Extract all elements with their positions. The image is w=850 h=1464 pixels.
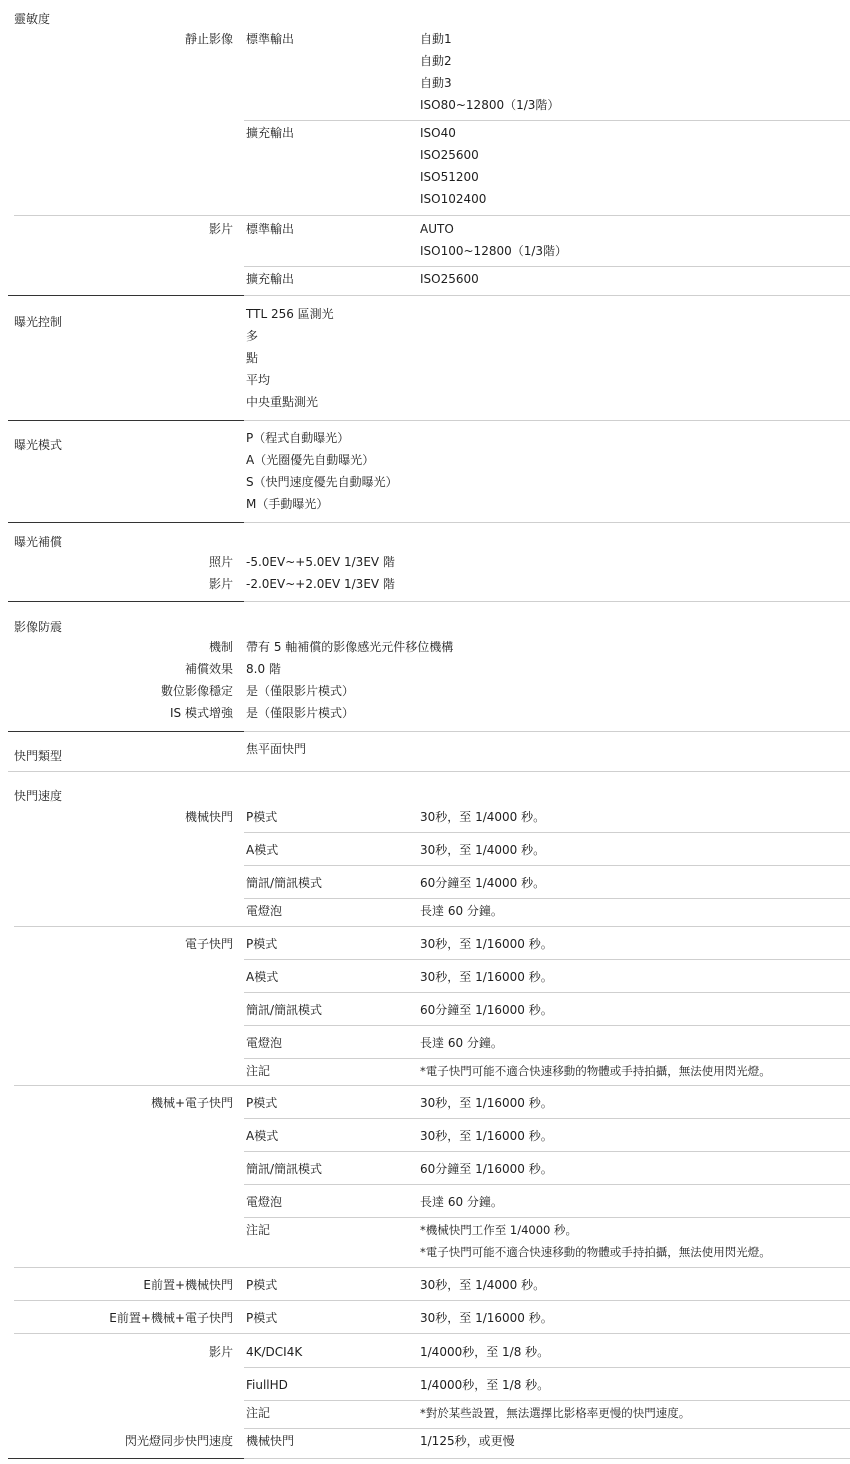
mode-value: 30秒，至 1/4000 秒。: [420, 810, 546, 824]
mode-value: 30秒，至 1/16000 秒。: [420, 970, 553, 984]
mode-label: P模式: [246, 810, 278, 824]
label-elec-shutter: 電子快門: [184, 937, 233, 951]
mode-label: A模式: [246, 970, 279, 984]
divider: [244, 865, 850, 866]
divider: [8, 771, 850, 772]
value-is-boost: 是（僅限影片模式）: [246, 706, 355, 720]
mode-value: 1/4000秒，至 1/8 秒。: [420, 1378, 550, 1392]
section-title-exposure-comp: 曝光補償: [14, 535, 63, 549]
mode-label: 簡訊/簡訊模式: [246, 1162, 323, 1176]
divider: [244, 1367, 850, 1368]
exposure-mode-m: M（手動曝光）: [246, 497, 329, 511]
divider: [244, 1118, 850, 1119]
divider: [14, 926, 850, 927]
label-photo: 照片: [208, 555, 233, 569]
value-std-3: 自動3: [420, 76, 452, 90]
label-movie-extended-output: 擴充輸出: [246, 272, 295, 286]
mode-value: 30秒，至 1/16000 秒。: [420, 1311, 553, 1325]
value-std-4: ISO80~12800（1/3階）: [420, 98, 560, 112]
divider: [14, 215, 850, 216]
mode-label: P模式: [246, 937, 278, 951]
divider: [244, 731, 850, 732]
divider: [244, 1025, 850, 1026]
mode-value: 30秒，至 1/16000 秒。: [420, 937, 553, 951]
value-stab-effect: 8.0 階: [246, 662, 281, 676]
exposure-mode-s: S（快門速度優先自動曝光）: [246, 475, 398, 489]
mode-label: FiullHD: [246, 1378, 288, 1392]
divider: [14, 1300, 850, 1301]
divider: [244, 992, 850, 993]
exposure-comp-movie-value: -2.0EV~+2.0EV 1/3EV 階: [246, 577, 395, 591]
divider: [244, 120, 850, 121]
divider: [14, 1085, 850, 1086]
note-label: 注記: [246, 1406, 271, 1420]
section-divider: [8, 731, 244, 732]
label-digital-is: 數位影像穩定: [160, 684, 233, 698]
divider: [244, 1217, 850, 1218]
mode-value: 1/125秒，或更慢: [420, 1434, 515, 1448]
divider: [244, 1151, 850, 1152]
metering-value-4: 平均: [246, 373, 271, 387]
shutter-type-value: 焦平面快門: [246, 742, 307, 756]
mode-label: A模式: [246, 1129, 279, 1143]
mode-value: 1/4000秒，至 1/8 秒。: [420, 1345, 550, 1359]
mode-value: 30秒，至 1/16000 秒。: [420, 1129, 553, 1143]
value-movie-ext: ISO25600: [420, 272, 479, 286]
label-movie-shutter: 影片: [208, 1345, 233, 1359]
note-label: 注記: [246, 1223, 271, 1237]
mode-value: 長達 60 分鐘。: [420, 1195, 503, 1209]
note-value: *電子快門可能不適合快速移動的物體或手持拍攝，無法使用閃光燈。: [420, 1064, 771, 1078]
label-is-boost: IS 模式增強: [170, 706, 233, 720]
divider: [244, 420, 850, 421]
note-value: *機械快門工作至 1/4000 秒。: [420, 1223, 578, 1237]
mode-value: 30秒，至 1/16000 秒。: [420, 1096, 553, 1110]
value-ext-2: ISO25600: [420, 148, 479, 162]
note-value: *電子快門可能不適合快速移動的物體或手持拍攝，無法使用閃光燈。: [420, 1245, 771, 1259]
section-title-metering: 曝光控制: [14, 315, 63, 329]
mode-label: 機械快門: [246, 1434, 295, 1448]
divider: [14, 1267, 850, 1268]
mode-value: 30秒，至 1/4000 秒。: [420, 1278, 546, 1292]
mode-label: 簡訊/簡訊模式: [246, 1003, 323, 1017]
label-movie-standard-output: 標準輸出: [246, 222, 295, 236]
divider: [244, 1400, 850, 1401]
divider: [244, 266, 850, 267]
value-movie-std-1: AUTO: [420, 222, 454, 236]
mode-value: 30秒，至 1/4000 秒。: [420, 843, 546, 857]
label-mech-elec-shutter: 機械+電子快門: [150, 1096, 233, 1110]
value-ext-1: ISO40: [420, 126, 456, 140]
mode-label: 電燈泡: [246, 904, 283, 918]
divider: [244, 959, 850, 960]
section-title-stabilization: 影像防震: [14, 620, 63, 634]
label-standard-output: 標準輸出: [246, 32, 295, 46]
mode-value: 60分鐘至 1/16000 秒。: [420, 1003, 553, 1017]
label-movie: 影片: [208, 222, 233, 236]
mode-value: 長達 60 分鐘。: [420, 904, 503, 918]
label-mech-shutter: 機械快門: [184, 810, 233, 824]
note-value: *對於某些設置，無法選擇比影格率更慢的快門速度。: [420, 1406, 691, 1420]
divider: [244, 601, 850, 602]
divider: [244, 295, 850, 296]
mode-label: 電燈泡: [246, 1195, 283, 1209]
label-efc-mech: E前置+機械快門: [143, 1278, 233, 1292]
label-still-image: 靜止影像: [184, 32, 233, 46]
mode-label: 電燈泡: [246, 1036, 283, 1050]
label-stab-mechanism: 機制: [208, 640, 233, 654]
mode-value: 60分鐘至 1/16000 秒。: [420, 1162, 553, 1176]
section-title-shutter-speed: 快門速度: [14, 789, 63, 803]
exposure-mode-a: A（光圈優先自動曝光）: [246, 453, 375, 467]
section-divider: [8, 1458, 244, 1459]
divider: [244, 1058, 850, 1059]
mode-label: A模式: [246, 843, 279, 857]
note-label: 注記: [246, 1064, 271, 1078]
label-flash-sync: 閃光燈同步快門速度: [124, 1434, 233, 1448]
value-stab-mechanism: 帶有 5 軸補償的影像感光元件移位機構: [246, 640, 454, 654]
section-divider: [8, 295, 244, 296]
mode-value: 長達 60 分鐘。: [420, 1036, 503, 1050]
section-title-shutter-type: 快門類型: [14, 749, 63, 763]
mode-label: P模式: [246, 1096, 278, 1110]
divider: [244, 898, 850, 899]
metering-value-2: 多: [246, 329, 259, 343]
section-divider: [8, 601, 244, 602]
mode-label: P模式: [246, 1278, 278, 1292]
section-divider: [8, 522, 244, 523]
mode-value: 60分鐘至 1/4000 秒。: [420, 876, 546, 890]
section-title-exposure-mode: 曝光模式: [14, 438, 63, 452]
mode-label: P模式: [246, 1311, 278, 1325]
divider: [244, 832, 850, 833]
label-movie: 影片: [208, 577, 233, 591]
metering-value-3: 點: [246, 351, 259, 365]
value-ext-3: ISO51200: [420, 170, 479, 184]
section-divider: [8, 420, 244, 421]
value-std-1: 自動1: [420, 32, 452, 46]
divider: [244, 1458, 850, 1459]
exposure-mode-p: P（程式自動曝光）: [246, 431, 350, 445]
value-digital-is: 是（僅限影片模式）: [246, 684, 355, 698]
label-stab-effect: 補償效果: [184, 662, 233, 676]
value-std-2: 自動2: [420, 54, 452, 68]
mode-label: 簡訊/簡訊模式: [246, 876, 323, 890]
exposure-comp-photo-value: -5.0EV~+5.0EV 1/3EV 階: [246, 555, 395, 569]
label-efc-mech-elec: E前置+機械+電子快門: [109, 1311, 233, 1325]
divider: [244, 522, 850, 523]
section-title-sensitivity: 靈敏度: [14, 12, 51, 26]
metering-value-5: 中央重點測光: [246, 395, 319, 409]
label-extended-output: 擴充輸出: [246, 126, 295, 140]
divider: [244, 1184, 850, 1185]
value-movie-std-2: ISO100~12800（1/3階）: [420, 244, 568, 258]
mode-label: 4K/DCI4K: [246, 1345, 303, 1359]
divider: [14, 1333, 850, 1334]
value-ext-4: ISO102400: [420, 192, 487, 206]
metering-value-1: TTL 256 區測光: [246, 307, 334, 321]
divider: [244, 1428, 850, 1429]
